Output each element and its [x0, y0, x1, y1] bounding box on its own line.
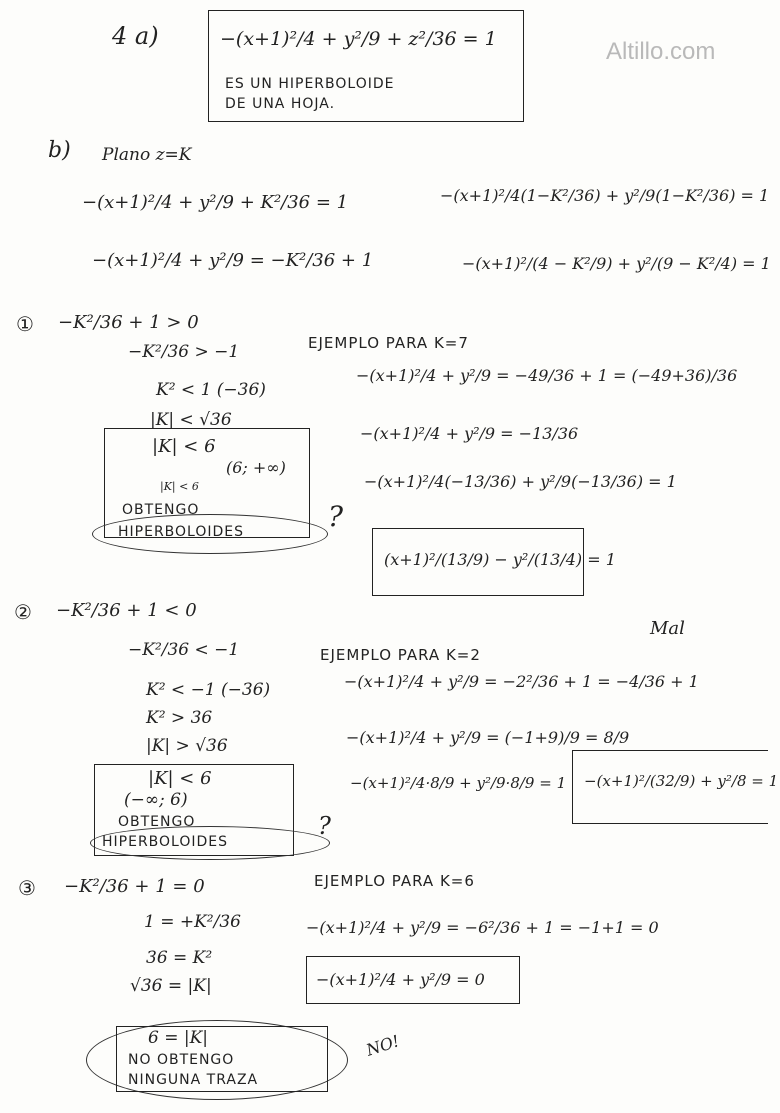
part-b-eq4: −(x+1)²/(4 − K²/9) + y²/(9 − K²/4) = 1	[462, 254, 771, 273]
part-a-note-line2: DE UNA HOJA.	[225, 96, 336, 112]
case1-line5: |K| < 6	[152, 436, 216, 457]
case2-line7: (−∞; 6)	[124, 790, 188, 810]
case2-line9: HIPERBOLOIDES	[102, 834, 229, 850]
part-b-eq1: −(x+1)²/4 + y²/9 + K²/36 = 1	[82, 192, 349, 213]
case3-line5: 6 = |K|	[148, 1028, 209, 1048]
case1-line2: −K²/36 > −1	[128, 342, 240, 362]
case2-line3: K² < −1 (−36)	[146, 680, 271, 700]
part-b-plane: Plano z=K	[102, 145, 192, 165]
part-b-label: b)	[48, 138, 71, 163]
case2-line6: |K| < 6	[148, 768, 212, 789]
case2-example-line3: −(x+1)²/4·8/9 + y²/9·8/9 = 1	[350, 774, 567, 792]
case3-margin-note: NO!	[363, 1031, 402, 1060]
case1-line9: HIPERBOLOIDES	[118, 524, 245, 540]
case2-line8: OBTENGO	[118, 814, 196, 830]
part-b-eq2: −(x+1)²/4 + y²/9 = −K²/36 + 1	[92, 250, 374, 271]
case1-line7: |K| < 6	[160, 480, 199, 493]
case3-line2: 1 = +K²/36	[144, 912, 241, 932]
case3-number: ③	[18, 876, 36, 900]
case1-line4: |K| < √36	[150, 410, 232, 430]
case2-example-title: EJEMPLO PARA K=2	[320, 646, 481, 664]
case3-example-line2: −(x+1)²/4 + y²/9 = 0	[316, 970, 485, 989]
case3-example-title: EJEMPLO PARA K=6	[314, 872, 475, 890]
case2-number: ②	[14, 600, 32, 624]
case2-line4: K² > 36	[146, 708, 213, 728]
case1-question: ?	[328, 500, 344, 533]
case2-line2: −K²/36 < −1	[128, 640, 240, 660]
case1-line3: K² < 1 (−36)	[156, 380, 266, 400]
case3-line1: −K²/36 + 1 = 0	[64, 876, 205, 897]
case2-example-line2: −(x+1)²/4 + y²/9 = (−1+9)/9 = 8/9	[346, 728, 630, 747]
part-a-note-line1: ES UN HIPERBOLOIDE	[225, 76, 395, 92]
case1-example-line3: −(x+1)²/4(−13/36) + y²/9(−13/36) = 1	[364, 472, 677, 491]
case1-example-line1: −(x+1)²/4 + y²/9 = −49/36 + 1 = (−49+36)/36	[356, 366, 738, 385]
case2-line1: −K²/36 + 1 < 0	[56, 600, 197, 621]
case3-line3: 36 = K²	[146, 948, 213, 968]
watermark: Altillo.com	[606, 38, 716, 65]
case1-example-title: EJEMPLO PARA K=7	[308, 334, 469, 352]
case2-line5: |K| > √36	[146, 736, 228, 756]
case1-line1: −K²/36 + 1 > 0	[58, 312, 199, 333]
case3-example-line1: −(x+1)²/4 + y²/9 = −6²/36 + 1 = −1+1 = 0	[306, 918, 659, 937]
case3-line7: NINGUNA TRAZA	[128, 1072, 259, 1088]
case1-number: ①	[16, 312, 34, 336]
case2-example-line1: −(x+1)²/4 + y²/9 = −2²/36 + 1 = −4/36 + 1	[344, 672, 699, 691]
case1-line8: OBTENGO	[122, 502, 200, 518]
case3-line6: NO OBTENGO	[128, 1052, 235, 1068]
part-a-equation: −(x+1)²/4 + y²/9 + z²/36 = 1	[220, 28, 497, 50]
case2-margin-note: Mal	[650, 618, 685, 639]
case3-line4: √36 = |K|	[130, 976, 212, 996]
case1-line6: (6; +∞)	[226, 458, 286, 477]
case2-question: ?	[318, 812, 331, 840]
part-a-label: 4 a)	[112, 22, 159, 50]
part-b-eq3: −(x+1)²/4(1−K²/36) + y²/9(1−K²/36) = 1	[440, 186, 770, 205]
case1-example-line2: −(x+1)²/4 + y²/9 = −13/36	[360, 424, 579, 443]
case1-example-line4: (x+1)²/(13/9) − y²/(13/4) = 1	[384, 550, 616, 569]
case2-example-line4: −(x+1)²/(32/9) + y²/8 = 1	[584, 772, 779, 790]
